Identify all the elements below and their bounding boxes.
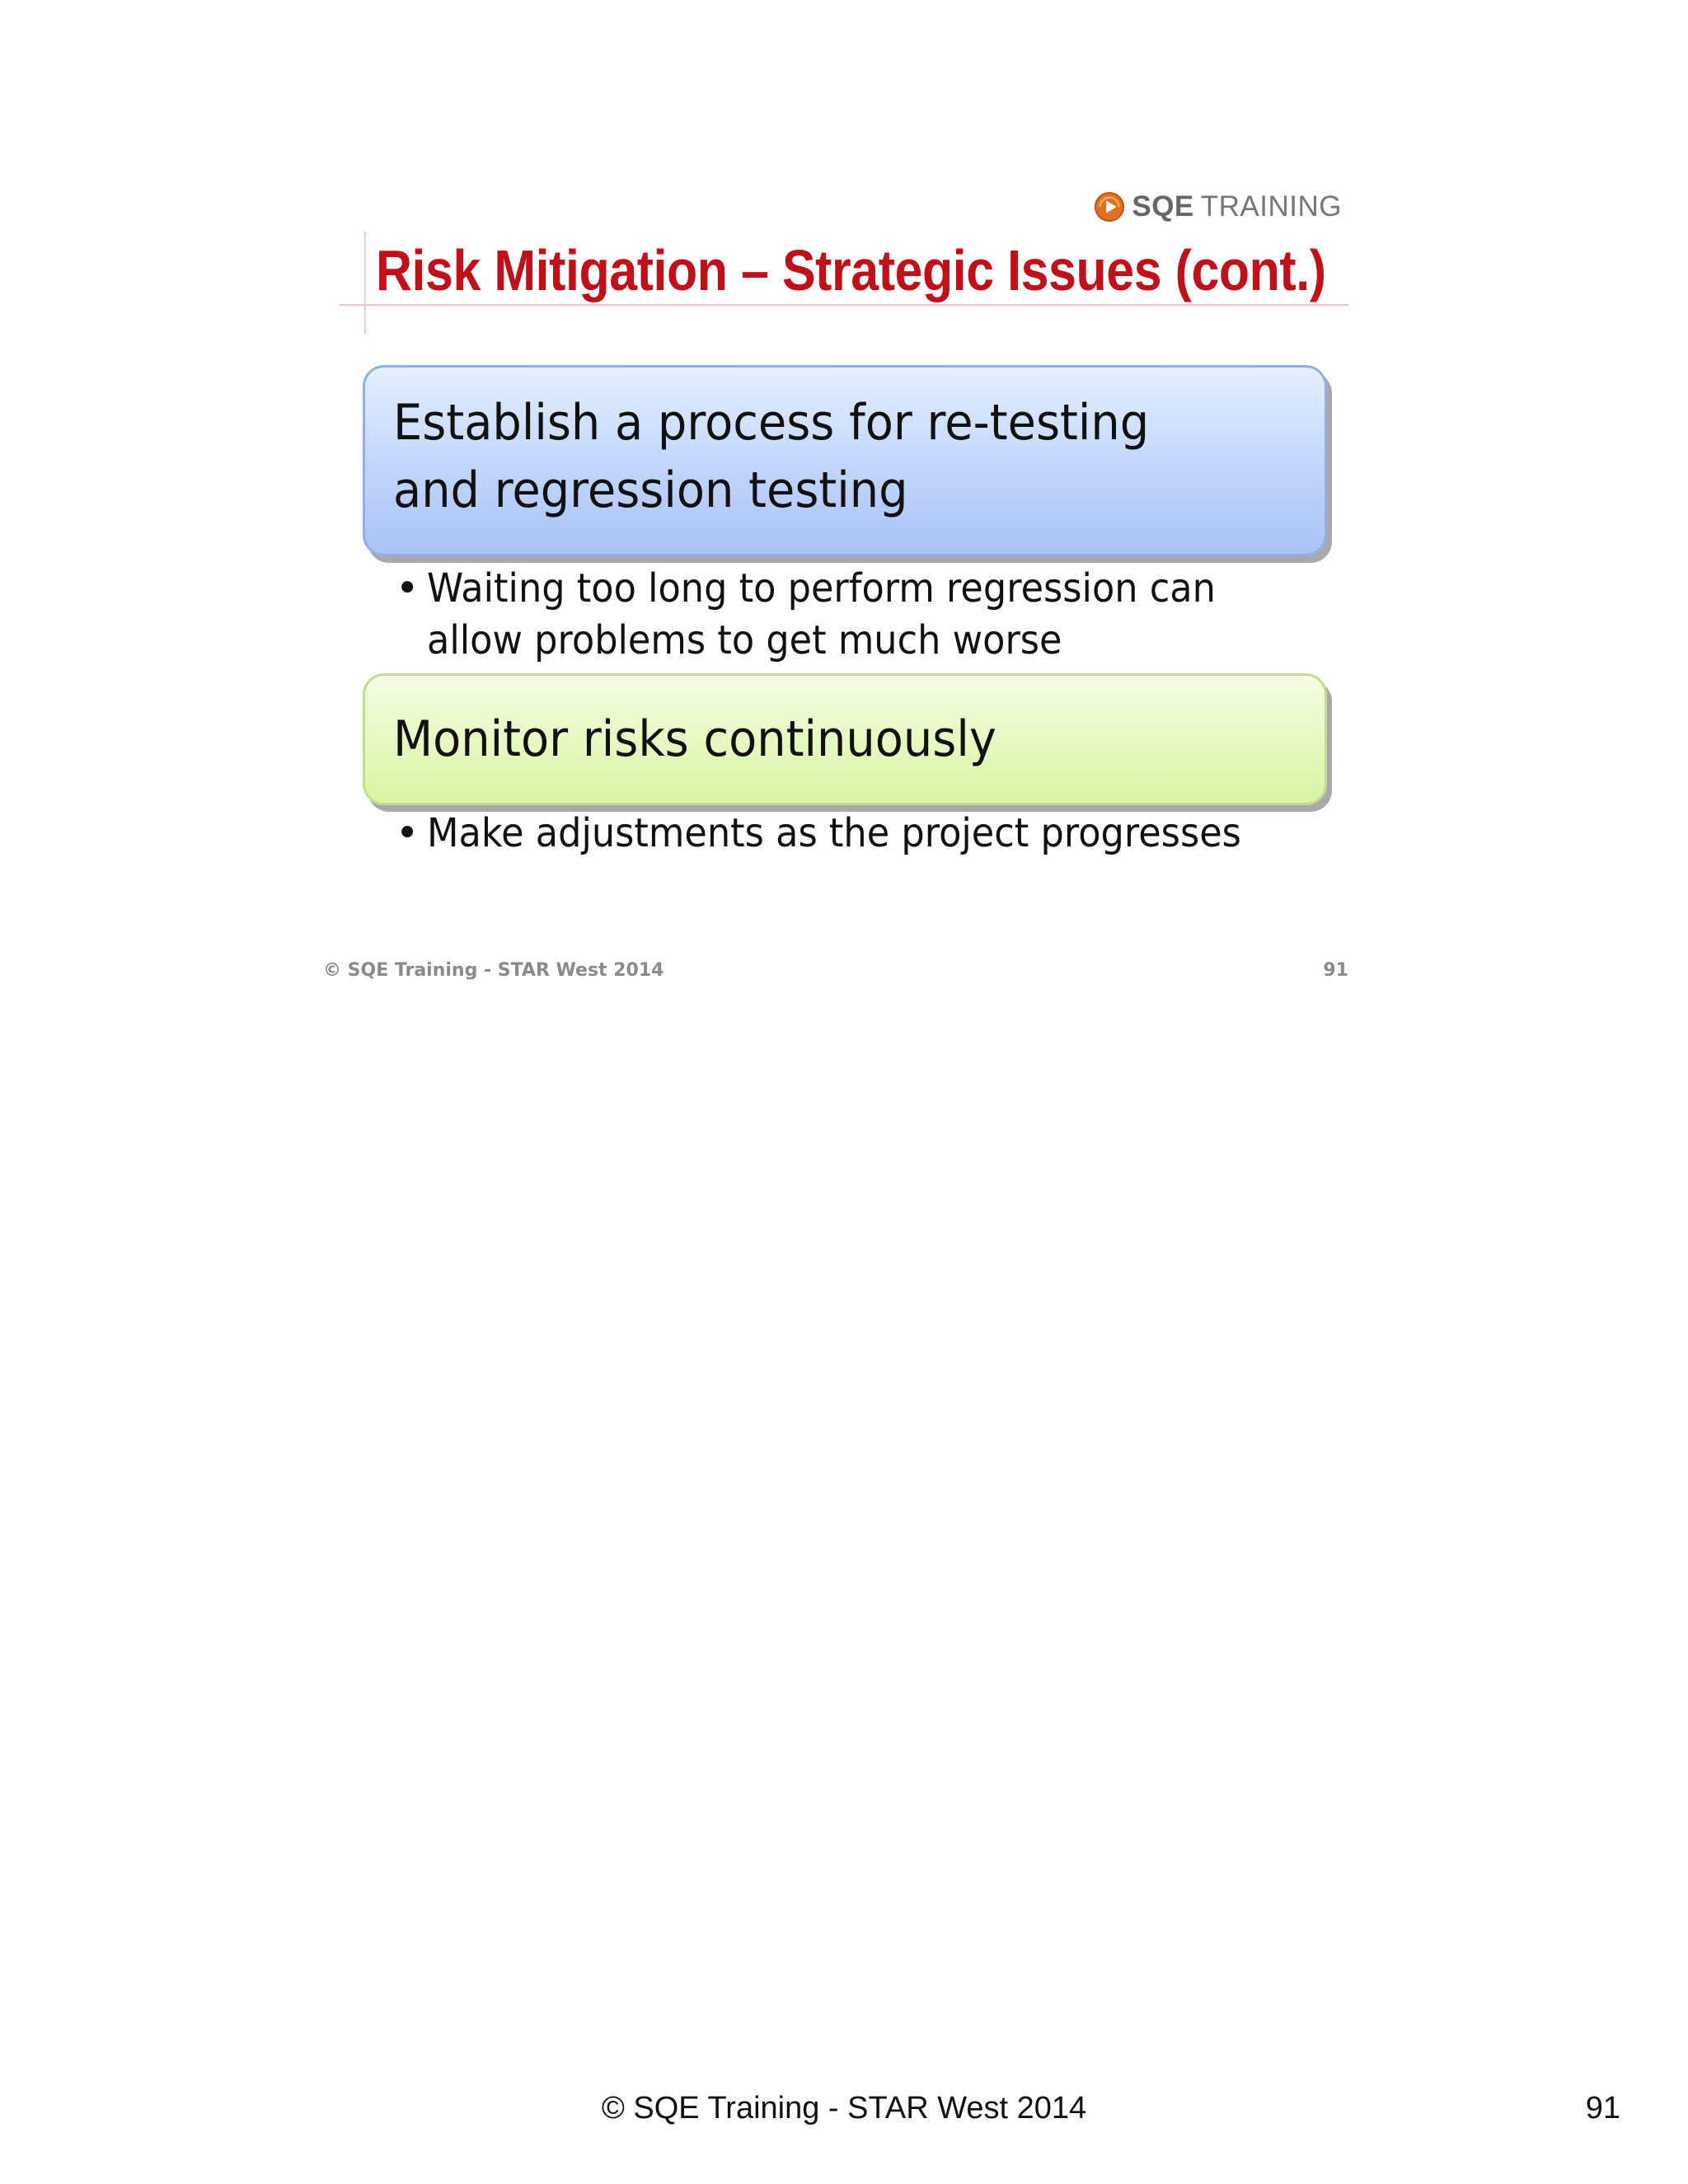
- bullet-symbol: •: [396, 810, 420, 856]
- bullet-text: Make adjustments as the project progresses: [427, 810, 1241, 856]
- page-number: 91: [1585, 2091, 1620, 2125]
- sqe-training-logo: [1094, 189, 1342, 225]
- process-box-heading: Establish a process for re-testing and regression testing: [393, 394, 1150, 519]
- title-vertical-rule: [364, 232, 366, 334]
- monitor-box: [363, 673, 1327, 805]
- logo-brand-strong: SQE: [1132, 190, 1194, 223]
- slide-copyright: © SQE Training - STAR West 2014: [323, 960, 664, 981]
- process-box: [363, 365, 1327, 556]
- monitor-box-heading: Monitor risks continuously: [393, 710, 996, 768]
- bullet-text: Waiting too long to perform regression can allow problems to get much worse: [427, 565, 1216, 663]
- bullet-item: [396, 808, 1343, 860]
- slide: [320, 169, 1391, 1001]
- bullet-item: [396, 563, 1343, 667]
- slide-number: 91: [1323, 960, 1348, 981]
- slide-title: Risk Mitigation – Strategic Issues (cont.): [376, 238, 1326, 302]
- page-footer-copyright: © SQE Training - STAR West 2014: [601, 2091, 1087, 2125]
- play-circle-icon: [1094, 191, 1125, 223]
- logo-brand-light: TRAINING: [1200, 190, 1342, 223]
- bullet-symbol: •: [396, 565, 420, 612]
- logo-text: [1132, 190, 1342, 223]
